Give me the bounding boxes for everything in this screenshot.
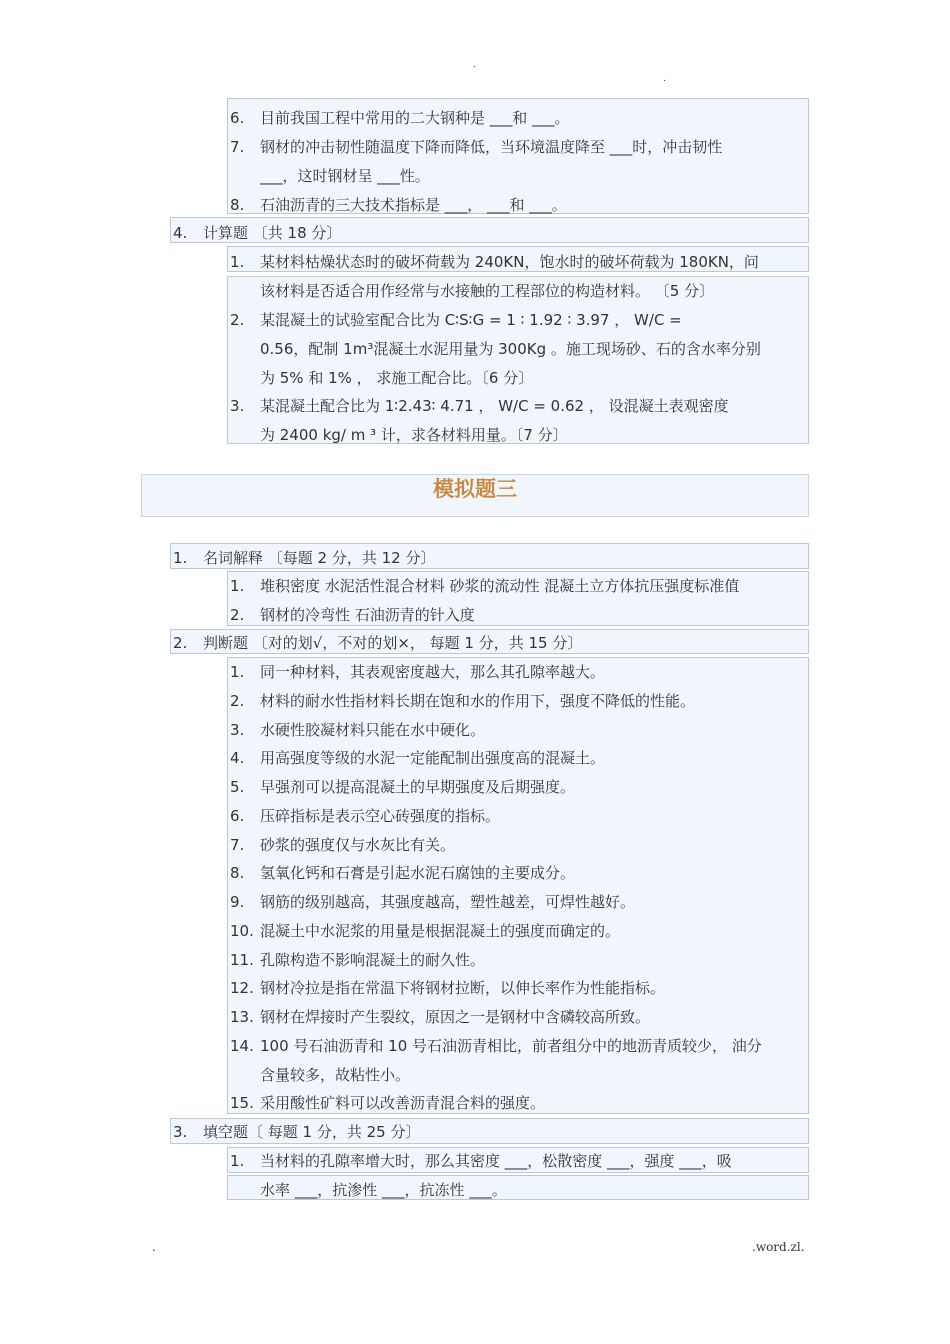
list-item: 1. 堆积密度 水泥活性混合材料 砂浆的流动性 混凝土立方体抗压强度标准值 xyxy=(230,577,740,595)
list-item: 6. 压碎指标是表示空心砖强度的指标。 xyxy=(230,807,501,825)
footer-watermark: .word.zl. xyxy=(752,1240,805,1254)
section-heading: 1. 名词解释 〔每题 2 分，共 12 分〕 xyxy=(173,549,436,567)
list-item: 13. 钢材在焊接时产生裂纹，原因之一是钢材中含磷较高所致。 xyxy=(230,1008,651,1026)
list-item: 该材料是否适合用作经常与水接触的工程部位的构造材料。 〔5 分〕 xyxy=(260,282,715,300)
list-item: 15. 采用酸性矿料可以改善沥青混合料的强度。 xyxy=(230,1094,546,1112)
list-item: 3. 水硬性胶凝材料只能在水中硬化。 xyxy=(230,721,486,739)
list-item: 5. 早强剂可以提高混凝土的早期强度及后期强度。 xyxy=(230,778,576,796)
list-item: 6. 目前我国工程中常用的二大钢种是 ___和 ___。 xyxy=(230,109,570,127)
header-mark: . xyxy=(663,74,666,84)
list-item: 12. 钢材冷拉是指在常温下将钢材拉断，以伸长率作为性能指标。 xyxy=(230,979,666,997)
list-item: 2. 某混凝土的试验室配合比为 C∶S∶G = 1 ∶ 1.92 ∶ 3.97 ， W/C = xyxy=(230,311,682,329)
list-item: 1. 某材料枯燥状态时的破坏荷载为 240KN，饱水时的破坏荷载为 180KN，问 xyxy=(230,253,759,271)
list-item: 11. 孔隙构造不影响混凝土的耐久性。 xyxy=(230,951,486,969)
list-item: 4. 用高强度等级的水泥一定能配制出强度高的混凝土。 xyxy=(230,749,606,767)
list-item: 8. 石油沥青的三大技术指标是 ___， ___和 ___。 xyxy=(230,196,567,214)
list-item: 2. 钢材的冷弯性 石油沥青的针入度 xyxy=(230,606,475,624)
list-item: 2. 材料的耐水性指材料长期在饱和水的作用下，强度不降低的性能。 xyxy=(230,692,696,710)
list-item: 1. 当材料的孔隙率增大时，那么其密度 ___，松散密度 ___，强度 ___，吸 xyxy=(230,1152,732,1170)
section-heading: 4. 计算题 〔共 18 分〕 xyxy=(173,224,342,242)
list-item: 3. 某混凝土配合比为 1∶2.43∶ 4.71 ， W/C = 0.62 ， 设混凝土表观密度 xyxy=(230,397,729,415)
list-item: 水率 ___，抗渗性 ___，抗冻性 ___。 xyxy=(260,1181,507,1199)
list-item: 为 2400 kg/ m ³ 计，求各材料用量。〔7 分〕 xyxy=(260,426,568,444)
list-item: 0.56，配制 1m³混凝土水泥用量为 300Kg 。施工现场砂、石的含水率分别 xyxy=(260,340,761,358)
list-item: 7. 砂浆的强度仅与水灰比有关。 xyxy=(230,836,456,854)
list-item: 7. 钢材的冲击韧性随温度下降而降低，当环境温度降至 ___时，冲击韧性 xyxy=(230,138,723,156)
section-heading: 2. 判断题 〔对的划√，不对的划×， 每题 1 分，共 15 分〕 xyxy=(173,634,583,652)
list-item: 14. 100 号石油沥青和 10 号石油沥青相比，前者组分中的地沥青质较少， 油分 xyxy=(230,1037,762,1055)
list-item: 1. 同一种材料，其表观密度越大，那么其孔隙率越大。 xyxy=(230,663,606,681)
list-item: 为 5% 和 1% ， 求施工配合比。〔6 分〕 xyxy=(260,369,534,387)
header-mark: . xyxy=(473,60,476,70)
list-item: 含量较多，故粘性小。 xyxy=(260,1066,411,1084)
list-item: 9. 钢筋的级别越高，其强度越高，塑性越差，可焊性越好。 xyxy=(230,893,636,911)
footer-left-mark: . xyxy=(152,1240,156,1254)
list-item: ___，这时钢材呈 ___性。 xyxy=(260,167,430,185)
list-item: 10. 混凝土中水泥浆的用量是根据混凝土的强度而确定的。 xyxy=(230,922,621,940)
section-heading: 3. 填空题〔 每题 1 分，共 25 分〕 xyxy=(173,1123,421,1141)
exam-title: 模拟题三 xyxy=(141,474,809,517)
list-item: 8. 氢氧化钙和石膏是引起水泥石腐蚀的主要成分。 xyxy=(230,864,576,882)
